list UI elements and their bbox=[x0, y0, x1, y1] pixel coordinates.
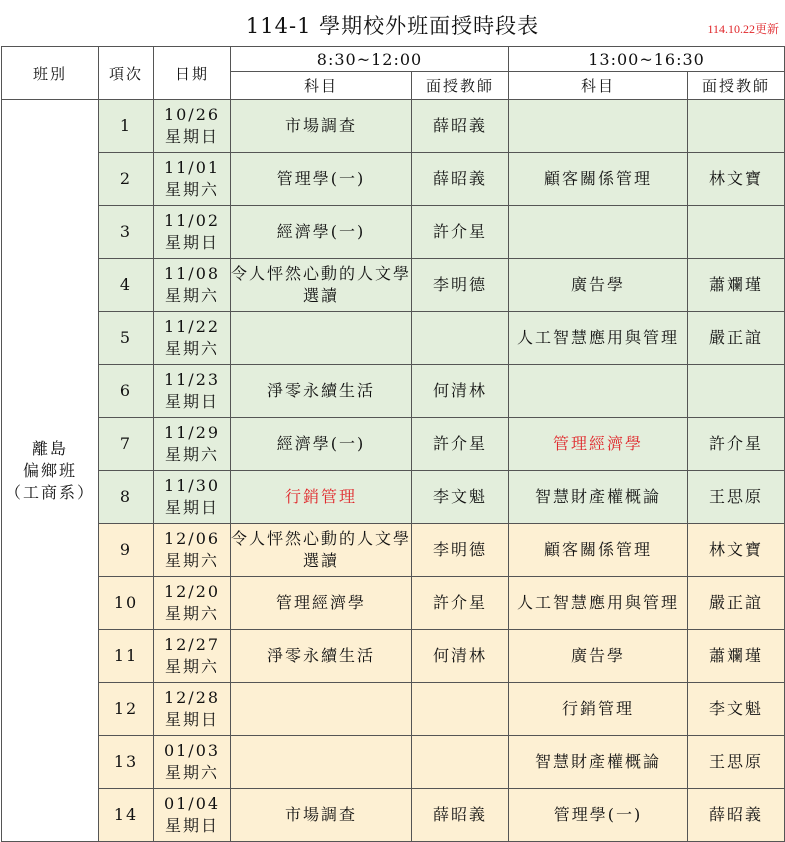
date-value: 12/06 bbox=[163, 529, 221, 548]
am-subject: 經濟學(一) bbox=[231, 418, 412, 471]
item-number: 4 bbox=[99, 259, 154, 312]
class-name-cell bbox=[2, 100, 99, 842]
pm-subject: 管理經濟學 bbox=[509, 418, 688, 471]
pm-subject bbox=[509, 206, 688, 259]
weekday-value: 星期六 bbox=[164, 657, 219, 676]
weekday-value: 星期日 bbox=[164, 710, 219, 729]
table-row bbox=[2, 418, 785, 471]
header-pm-teacher: 面授教師 bbox=[688, 72, 785, 100]
weekday-value: 星期六 bbox=[164, 339, 219, 358]
pm-teacher: 嚴正誼 bbox=[688, 312, 785, 365]
am-teacher: 何清林 bbox=[412, 630, 509, 683]
item-number: 8 bbox=[99, 471, 154, 524]
am-subject bbox=[231, 736, 412, 789]
date-cell bbox=[154, 312, 231, 365]
pm-subject: 顧客關係管理 bbox=[509, 153, 688, 206]
date-cell bbox=[154, 259, 231, 312]
item-number: 5 bbox=[99, 312, 154, 365]
pm-teacher: 王思原 bbox=[688, 736, 785, 789]
am-subject bbox=[231, 312, 412, 365]
pm-subject: 廣告學 bbox=[509, 259, 688, 312]
am-teacher: 李文魁 bbox=[412, 471, 509, 524]
weekday-value: 星期六 bbox=[164, 445, 219, 464]
header-am-teacher: 面授教師 bbox=[412, 72, 509, 100]
date-cell bbox=[154, 683, 231, 736]
am-subject: 令人怦然心動的人文學選讀 bbox=[231, 259, 412, 312]
date-cell bbox=[154, 153, 231, 206]
am-teacher: 薛昭義 bbox=[412, 100, 509, 153]
weekday-value: 星期六 bbox=[164, 286, 219, 305]
pm-subject: 顧客關係管理 bbox=[509, 524, 688, 577]
schedule-body bbox=[2, 100, 785, 842]
item-number: 10 bbox=[99, 577, 154, 630]
table-row bbox=[2, 683, 785, 736]
date-cell bbox=[154, 577, 231, 630]
pm-subject: 人工智慧應用與管理 bbox=[509, 312, 688, 365]
pm-teacher: 薛昭義 bbox=[688, 789, 785, 842]
header-item: 項次 bbox=[99, 47, 154, 100]
pm-subject bbox=[509, 365, 688, 418]
table-row bbox=[2, 789, 785, 842]
weekday-value: 星期日 bbox=[164, 392, 219, 411]
item-number: 1 bbox=[99, 100, 154, 153]
pm-subject: 行銷管理 bbox=[509, 683, 688, 736]
am-teacher bbox=[412, 312, 509, 365]
pm-teacher: 林文寶 bbox=[688, 153, 785, 206]
pm-teacher: 王思原 bbox=[688, 471, 785, 524]
am-teacher: 李明德 bbox=[412, 524, 509, 577]
date-value: 10/26 bbox=[163, 105, 221, 124]
header-am-subject: 科目 bbox=[231, 72, 412, 100]
header-morning: 8:30~12:00 bbox=[231, 47, 509, 72]
date-value: 11/01 bbox=[163, 158, 221, 177]
item-number: 14 bbox=[99, 789, 154, 842]
date-value: 12/27 bbox=[163, 635, 221, 654]
date-value: 11/08 bbox=[163, 264, 221, 283]
page-title: 114-1 學期校外班面授時段表 bbox=[245, 14, 540, 38]
table-row bbox=[2, 524, 785, 577]
am-subject: 令人怦然心動的人文學選讀 bbox=[231, 524, 412, 577]
date-cell bbox=[154, 524, 231, 577]
pm-teacher: 許介星 bbox=[688, 418, 785, 471]
item-number: 11 bbox=[99, 630, 154, 683]
title-bar bbox=[0, 0, 785, 46]
weekday-value: 星期日 bbox=[164, 127, 219, 146]
item-number: 7 bbox=[99, 418, 154, 471]
table-row bbox=[2, 471, 785, 524]
item-number: 3 bbox=[99, 206, 154, 259]
am-teacher: 李明德 bbox=[412, 259, 509, 312]
am-teacher: 許介星 bbox=[412, 418, 509, 471]
pm-teacher: 蕭斕瑾 bbox=[688, 630, 785, 683]
weekday-value: 星期六 bbox=[164, 180, 219, 199]
table-row bbox=[2, 577, 785, 630]
pm-teacher bbox=[688, 100, 785, 153]
date-cell bbox=[154, 736, 231, 789]
am-subject: 淨零永續生活 bbox=[231, 630, 412, 683]
date-value: 12/20 bbox=[163, 582, 221, 601]
date-value: 01/04 bbox=[163, 794, 221, 813]
date-value: 11/23 bbox=[163, 370, 221, 389]
item-number: 2 bbox=[99, 153, 154, 206]
date-cell bbox=[154, 365, 231, 418]
am-subject: 管理學(一) bbox=[231, 153, 412, 206]
am-teacher: 薛昭義 bbox=[412, 789, 509, 842]
am-teacher: 許介星 bbox=[412, 577, 509, 630]
date-value: 11/02 bbox=[163, 211, 221, 230]
am-teacher: 許介星 bbox=[412, 206, 509, 259]
class-name-line: （工商系） bbox=[4, 482, 95, 502]
pm-teacher: 嚴正誼 bbox=[688, 577, 785, 630]
am-subject: 管理經濟學 bbox=[231, 577, 412, 630]
pm-subject: 管理學(一) bbox=[509, 789, 688, 842]
pm-teacher bbox=[688, 365, 785, 418]
table-row bbox=[2, 630, 785, 683]
schedule-table bbox=[1, 46, 785, 842]
am-teacher: 薛昭義 bbox=[412, 153, 509, 206]
weekday-value: 星期日 bbox=[164, 233, 219, 252]
weekday-value: 星期六 bbox=[164, 763, 219, 782]
table-row bbox=[2, 312, 785, 365]
date-value: 11/22 bbox=[163, 317, 221, 336]
item-number: 9 bbox=[99, 524, 154, 577]
table-row bbox=[2, 365, 785, 418]
table-row bbox=[2, 736, 785, 789]
update-date: 114.10.22更新 bbox=[707, 22, 779, 36]
header-date: 日期 bbox=[154, 47, 231, 100]
date-cell bbox=[154, 418, 231, 471]
weekday-value: 星期日 bbox=[164, 498, 219, 517]
header-row-1 bbox=[2, 47, 785, 72]
item-number: 12 bbox=[99, 683, 154, 736]
pm-teacher: 林文寶 bbox=[688, 524, 785, 577]
date-cell bbox=[154, 789, 231, 842]
date-value: 01/03 bbox=[163, 741, 221, 760]
pm-subject bbox=[509, 100, 688, 153]
weekday-value: 星期日 bbox=[164, 816, 219, 835]
date-value: 12/28 bbox=[163, 688, 221, 707]
item-number: 13 bbox=[99, 736, 154, 789]
am-teacher bbox=[412, 683, 509, 736]
date-cell bbox=[154, 630, 231, 683]
date-value: 11/30 bbox=[163, 476, 221, 495]
table-row bbox=[2, 153, 785, 206]
am-subject: 淨零永續生活 bbox=[231, 365, 412, 418]
item-number: 6 bbox=[99, 365, 154, 418]
header-class: 班別 bbox=[2, 47, 99, 100]
weekday-value: 星期六 bbox=[164, 604, 219, 623]
class-name-line: 偏鄉班 bbox=[22, 460, 77, 480]
date-cell bbox=[154, 471, 231, 524]
am-teacher bbox=[412, 736, 509, 789]
am-subject: 經濟學(一) bbox=[231, 206, 412, 259]
am-subject: 市場調查 bbox=[231, 789, 412, 842]
pm-subject: 人工智慧應用與管理 bbox=[509, 577, 688, 630]
date-cell bbox=[154, 206, 231, 259]
pm-subject: 智慧財產權概論 bbox=[509, 471, 688, 524]
table-row bbox=[2, 100, 785, 153]
am-subject: 行銷管理 bbox=[231, 471, 412, 524]
table-row bbox=[2, 259, 785, 312]
date-value: 11/29 bbox=[163, 423, 221, 442]
table-row bbox=[2, 206, 785, 259]
pm-subject: 智慧財產權概論 bbox=[509, 736, 688, 789]
pm-teacher bbox=[688, 206, 785, 259]
header-afternoon: 13:00~16:30 bbox=[509, 47, 785, 72]
am-teacher: 何清林 bbox=[412, 365, 509, 418]
header-pm-subject: 科目 bbox=[509, 72, 688, 100]
pm-subject: 廣告學 bbox=[509, 630, 688, 683]
pm-teacher: 蕭斕瑾 bbox=[688, 259, 785, 312]
pm-teacher: 李文魁 bbox=[688, 683, 785, 736]
am-subject: 市場調查 bbox=[231, 100, 412, 153]
am-subject bbox=[231, 683, 412, 736]
class-name-line: 離島 bbox=[31, 438, 68, 458]
weekday-value: 星期六 bbox=[164, 551, 219, 570]
date-cell bbox=[154, 100, 231, 153]
